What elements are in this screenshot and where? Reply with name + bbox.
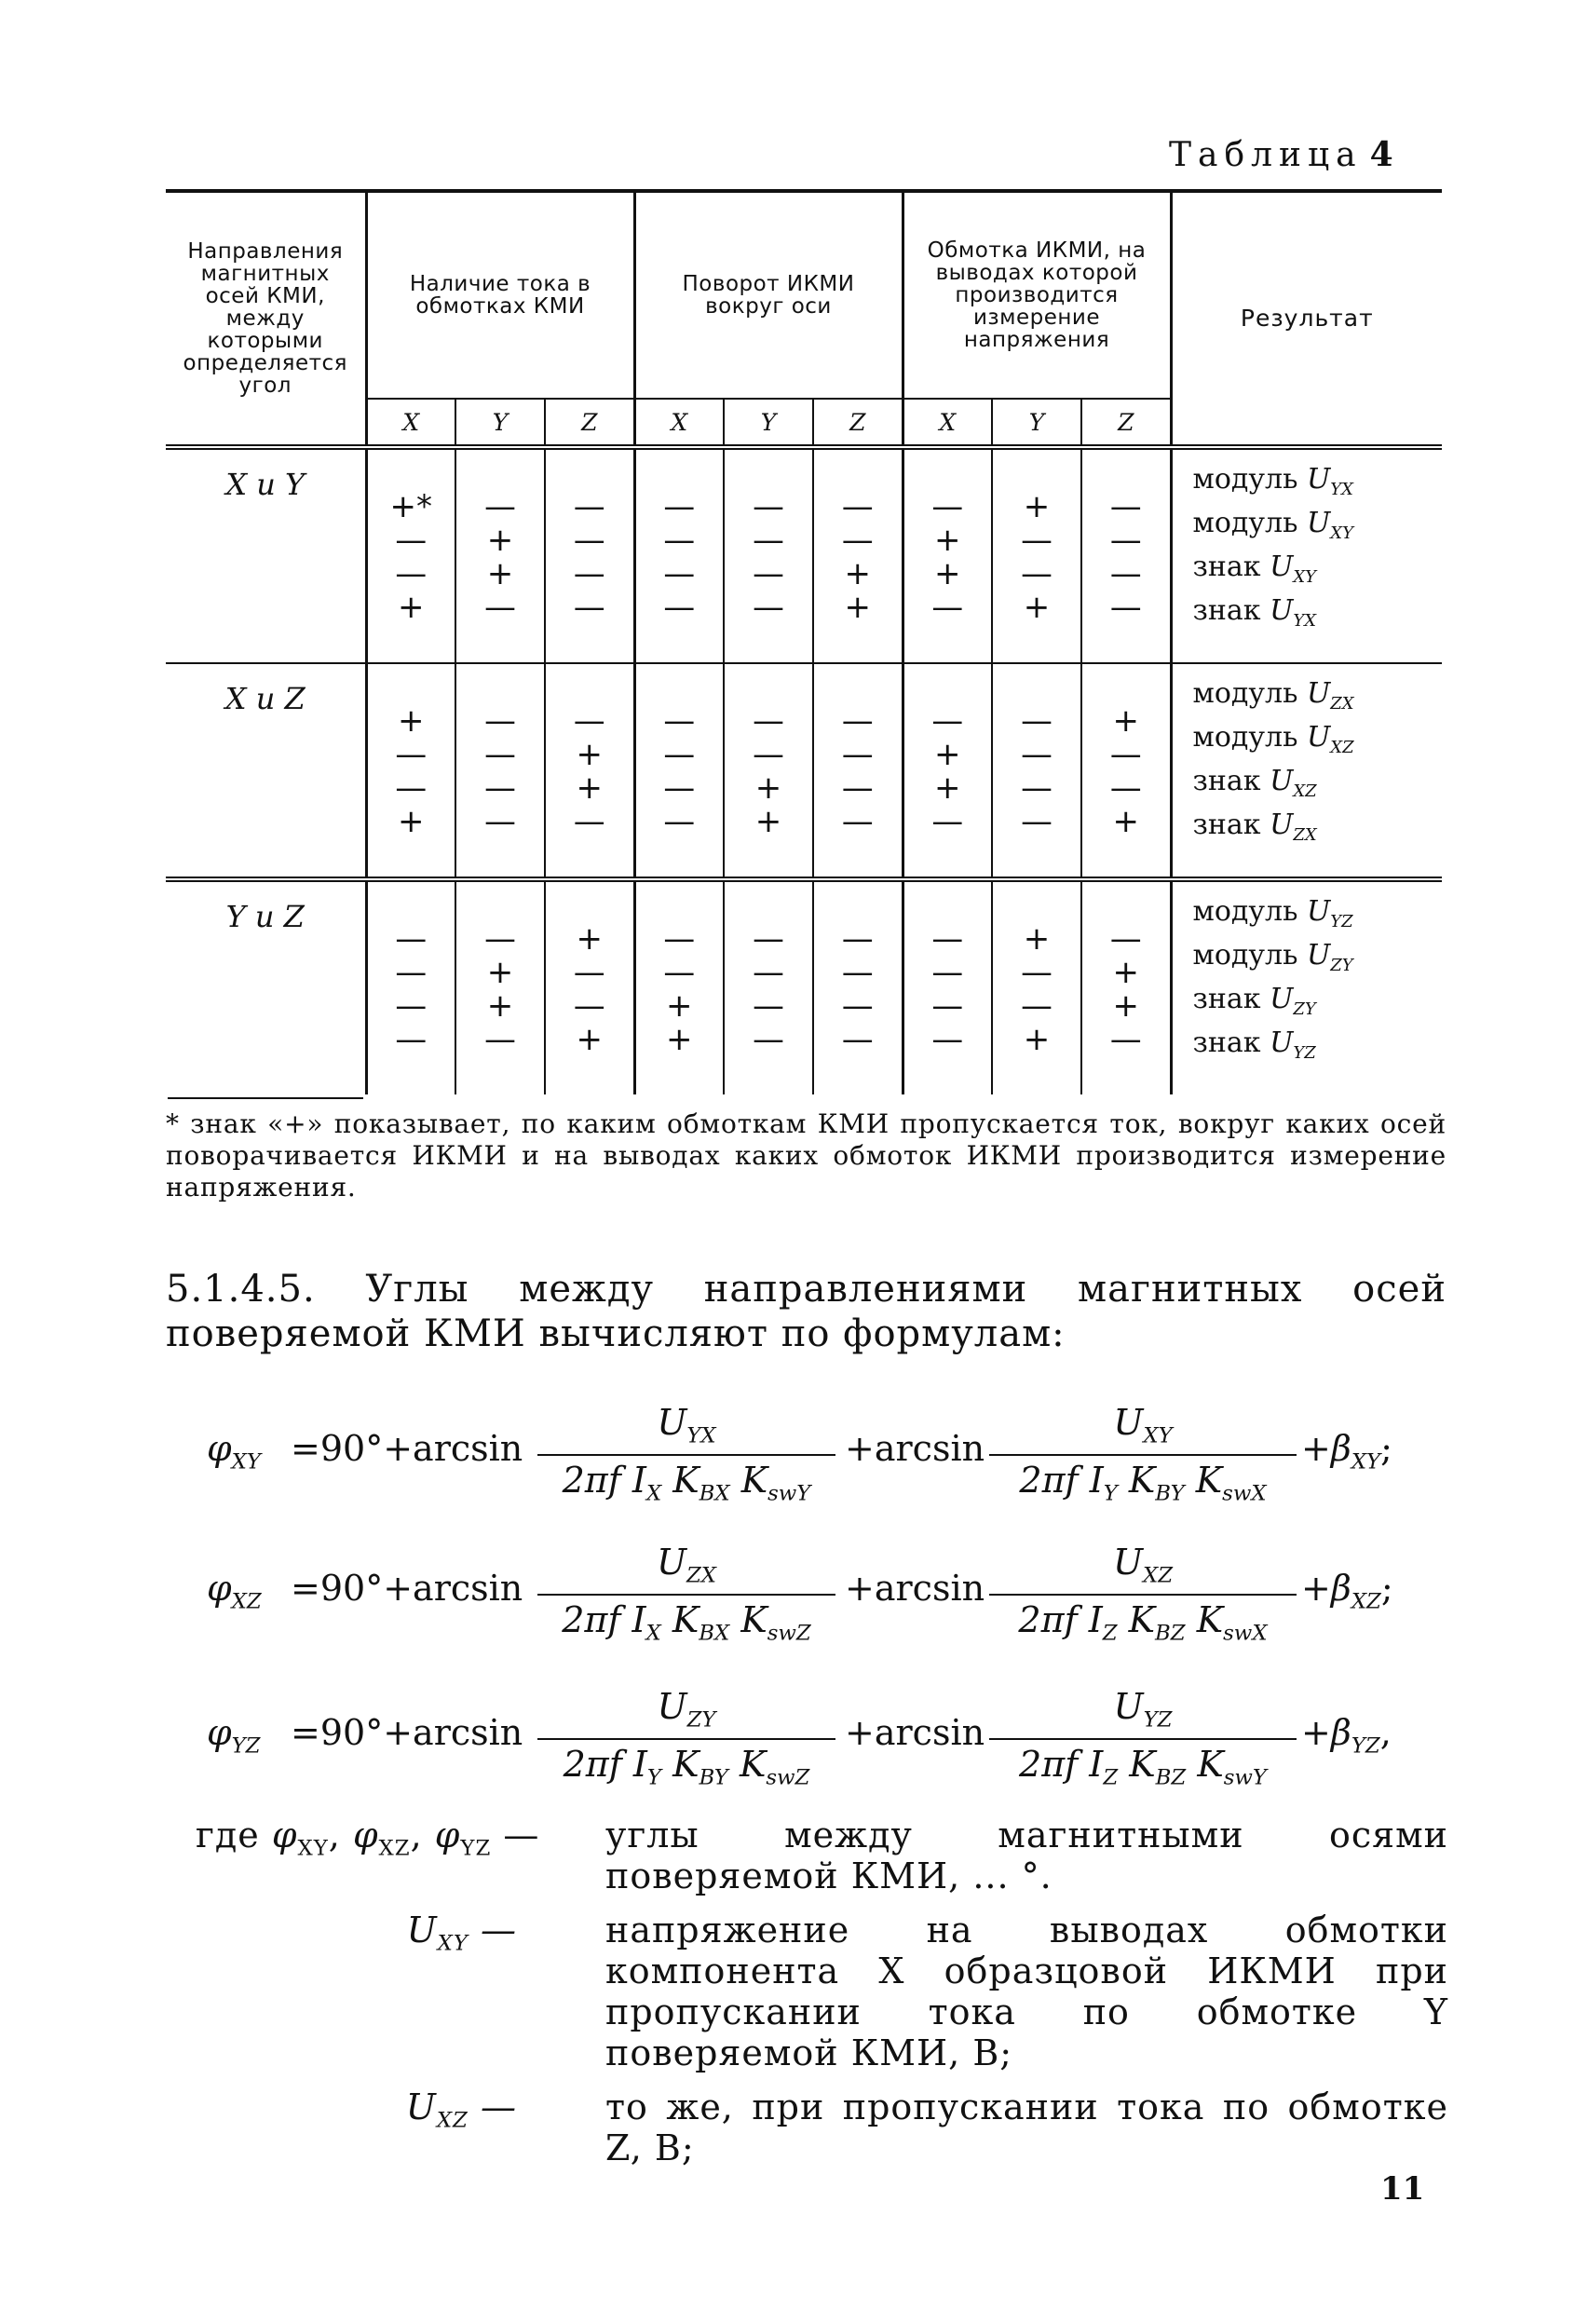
sign-cell: + — — +: [545, 882, 634, 1094]
formula-arcsin: +arcsin: [845, 1712, 985, 1753]
sub-header: Y: [992, 399, 1081, 444]
sub-header: Z: [1081, 399, 1171, 444]
formula-arcsin: +arcsin: [845, 1568, 985, 1609]
sign-cell: — + + —: [545, 664, 634, 879]
formula-prefix: =90°+arcsin: [291, 1712, 523, 1753]
footnote-rule: [168, 1097, 363, 1099]
fraction-2: $U_{XY}$ 2πf $I_Y$ $K_{BY}$ $K_{swX}$: [989, 1402, 1297, 1505]
table-caption: [1169, 135, 1393, 174]
sign-cell: — + + —: [455, 447, 545, 663]
sign-cell: — — — —: [1081, 447, 1171, 663]
result-cell: модуль $U_{YX}$ модуль $U_{XY}$ знак $U_{XY}$ знак $U_{YX}$: [1171, 447, 1442, 663]
sign-cell: — — + +: [724, 664, 813, 879]
sign-cell: + — — +: [992, 447, 1081, 663]
sign-cell: — — — —: [545, 447, 634, 663]
sub-header: X: [903, 399, 992, 444]
definition-label: где $\varphi_{XY}$, $\varphi_{XZ}$, $\varphi_{YZ}$ —: [196, 1814, 540, 1861]
formula-arcsin: +arcsin: [845, 1428, 985, 1469]
table-caption-number: 4: [1369, 135, 1393, 174]
sub-header: Y: [455, 399, 545, 444]
formula-phi: $\varphi_{XY}$: [207, 1428, 261, 1475]
page-number: 11: [1380, 2170, 1425, 2208]
header-winding: Обмотка ИКМИ, на выводах которой производится измерение напряжения: [903, 191, 1171, 399]
sign-cell: — — + +: [813, 447, 903, 663]
axis-pair: X и Y: [225, 467, 306, 502]
table-caption-text: Таблица: [1169, 136, 1363, 174]
definition-label: $U_{XZ}$ —: [405, 2086, 517, 2133]
table-row: [166, 882, 1442, 1094]
sub-header: Z: [813, 399, 903, 444]
sign-cell: + — — +: [366, 664, 455, 879]
definition-text: углы между магнитными осями поверяемой КМИ, ... °.: [605, 1814, 1448, 1896]
sign-cell: — + + —: [903, 664, 992, 879]
formula-phi: $\varphi_{XZ}$: [207, 1568, 262, 1614]
formula: [207, 1402, 1455, 1514]
formula: [207, 1686, 1455, 1798]
header-current: Наличие тока в обмотках КМИ: [366, 191, 634, 399]
result-cell: модуль $U_{YZ}$ модуль $U_{ZY}$ знак $U_{ZY}$ знак $U_{YZ}$: [1171, 882, 1442, 1094]
sign-cell: — — — —: [724, 447, 813, 663]
definitions: [196, 1814, 1448, 2176]
axis-pair: X и Z: [224, 681, 306, 716]
fraction-2: $U_{YZ}$ 2πf $I_Z$ $K_{BZ}$ $K_{swY}$: [989, 1686, 1297, 1789]
header-result: Результат: [1171, 191, 1442, 444]
formula-beta: $+\beta_{XZ}$;: [1301, 1568, 1393, 1614]
sub-header: Y: [724, 399, 813, 444]
sign-cell: +* — — +: [366, 447, 455, 663]
sub-header: Z: [545, 399, 634, 444]
formula-beta: $+\beta_{YZ}$,: [1301, 1712, 1392, 1759]
sign-cell: — — — —: [634, 664, 724, 879]
sign-cell: — — — —: [366, 882, 455, 1094]
sign-cell: — — — —: [634, 447, 724, 663]
formula: [207, 1542, 1455, 1653]
footnote: * знак «+» показывает, по каким обмоткам КМИ пропускается ток, вокруг каких осей поворачивается ИКМИ и на выводах каких обмоток ИКМИ производится измерение напряжения.: [166, 1108, 1446, 1203]
sub-header: X: [634, 399, 724, 444]
table-row: [166, 447, 1442, 663]
sign-cell: + — — +: [1081, 664, 1171, 879]
sign-cell: — — — —: [724, 882, 813, 1094]
definition-text: то же, при пропускании тока по обмотке Z, В;: [605, 2086, 1448, 2168]
fraction-1: $U_{ZY}$ 2πf $I_Y$ $K_{BY}$ $K_{swZ}$: [537, 1686, 835, 1789]
result-cell: модуль $U_{ZX}$ модуль $U_{XZ}$ знак $U_{XZ}$ знак $U_{ZX}$: [1171, 664, 1442, 879]
axis-pair: Y и Z: [225, 899, 305, 934]
sign-cell: — + + —: [1081, 882, 1171, 1094]
fraction-2: $U_{XZ}$ 2πf $I_Z$ $K_{BZ}$ $K_{swX}$: [989, 1542, 1297, 1645]
header-directions: Направления магнитных осей КМИ, между которыми определяется угол: [183, 239, 347, 398]
fraction-1: $U_{YX}$ 2πf $I_X$ $K_{BX}$ $K_{swY}$: [537, 1402, 835, 1505]
sub-header: X: [366, 399, 455, 444]
header-rotation: Поворот ИКМИ вокруг оси: [634, 191, 903, 399]
sign-cell: — — — —: [903, 882, 992, 1094]
formula-prefix: =90°+arcsin: [291, 1428, 523, 1469]
sign-cell: — — — —: [992, 664, 1081, 879]
fraction-1: $U_{ZX}$ 2πf $I_X$ $K_{BX}$ $K_{swZ}$: [537, 1542, 835, 1645]
definition-row: [196, 1909, 1448, 2073]
definition-row: [196, 1814, 1448, 1896]
paragraph-5-1-4-5: 5.1.4.5. Углы между направлениями магнитных осей поверяемой КМИ вычисляют по формулам:: [166, 1268, 1446, 1355]
sign-cell: — — + +: [634, 882, 724, 1094]
sign-cell: — — — —: [813, 882, 903, 1094]
sign-cell: — — — —: [813, 664, 903, 879]
definition-text: напряжение на выводах обмотки компонента X образцовой ИКМИ при пропускании тока по обмотке Y поверяемой КМИ, В;: [605, 1909, 1448, 2073]
table-row: [166, 664, 1442, 879]
sign-cell: — + + —: [903, 447, 992, 663]
sign-cell: — + + —: [455, 882, 545, 1094]
formula-phi: $\varphi_{YZ}$: [207, 1712, 261, 1759]
sign-cell: + — — +: [992, 882, 1081, 1094]
table-body: [166, 447, 1442, 1094]
sign-cell: — — — —: [455, 664, 545, 879]
definition-label: $U_{XY}$ —: [406, 1909, 517, 1956]
definition-row: [196, 2086, 1448, 2168]
formula-prefix: =90°+arcsin: [291, 1568, 523, 1609]
table-4: [166, 189, 1442, 1094]
formula-beta: $+\beta_{XY}$;: [1301, 1428, 1392, 1475]
